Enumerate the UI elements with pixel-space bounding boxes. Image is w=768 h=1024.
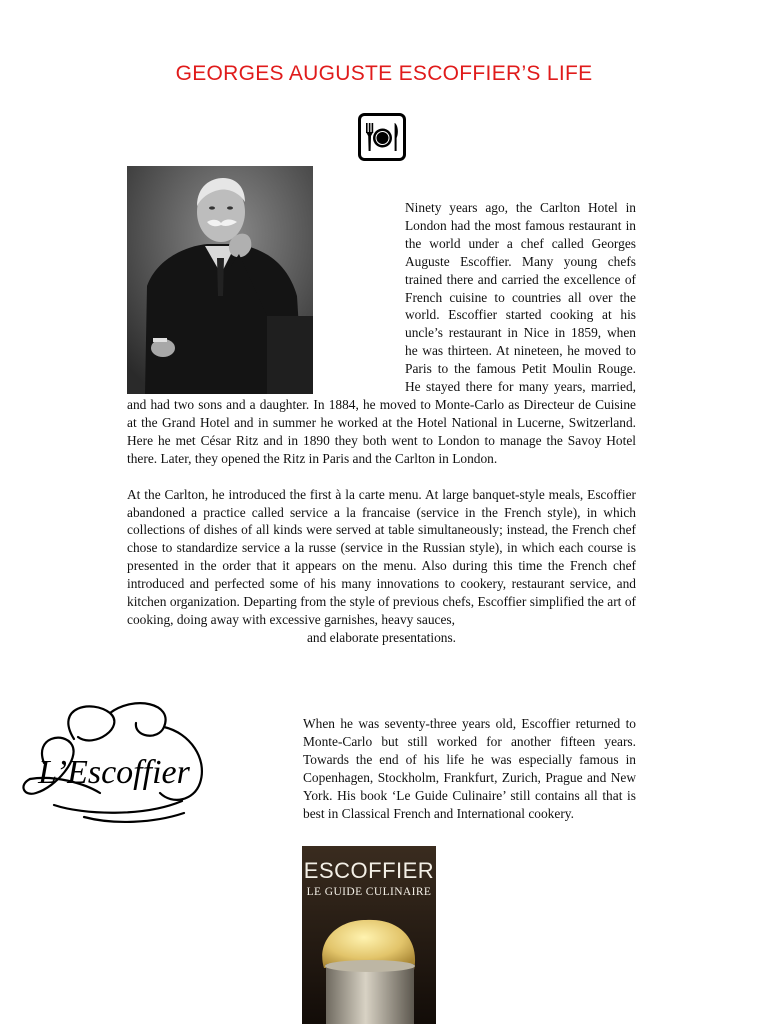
plate-with-fork-and-knife-icon: [358, 113, 406, 161]
portrait-text-wrap: [127, 199, 405, 379]
book-subtitle: LE GUIDE CULINAIRE: [306, 886, 432, 898]
article-body: [127, 199, 636, 647]
paragraph-3: When he was seventy-three years old, Escoffier returned to Monte-Carlo but still worked for another fifteen years. Towards the end of his life he was especially famous in Copenhagen, Stockholm, Frankfurt, Zurich, Prague and New York. His book ‘Le Guide Culinaire’ still contains all that is best in Classical French and International cookery.: [303, 716, 636, 821]
book-title: ESCOFFIER: [303, 858, 435, 883]
guide-culinaire-book-cover: [302, 846, 436, 1024]
logo-text: L’Escoffier: [38, 754, 190, 791]
escoffier-script-logo: [14, 697, 214, 827]
page-title: GEORGES AUGUSTE ESCOFFIER’S LIFE: [175, 62, 593, 85]
paragraph-2: At the Carlton, he introduced the first à la carte menu. At large banquet-style meals, Escoffier abandoned a practice called service a la francaise (service in the French style), in which collections of dishes of all kinds were served at table simultaneously; instead, the French chef chose to standardize service a la russe (service in the Russian style), in which each course is presented in the order that it appears on the menu. Also during this time the French chef introduced and perfected some of his many innovations to cookery, restaurant service, and kitchen organization. Departing from the style of previous chefs, Escoffier simplified the art of cooking, doing away with excessive garnishes, heavy sauces,: [127, 486, 636, 627]
paragraph-gap: [127, 468, 636, 486]
paragraph-2-tail: and elaborate presentations.: [306, 629, 457, 645]
paragraph-1: Ninety years ago, the Carlton Hotel in London had the most famous restaurant in the world under a chef called Georges Auguste Escoffier. Many young chefs trained there and carried the excellence of French cuisine to countries all over the world. Escoffier started cooking at his uncle’s restaurant in Nice in 1859, when he was thirteen. At nineteen, he moved to Paris to the famous Petit Moulin Rouge. He stayed there for many years, married, and had two sons and a daughter. In 1884, he moved to Monte-Carlo as Directeur de Cuisine at the Grand Hotel and in summer he worked at the Hotel National in Lucerne, Switzerland. Here he met César Ritz and in 1890 they both went to London to manage the Savoy Hotel there. Later, they opened the Ritz in Paris and the Carlton in London.: [127, 200, 636, 466]
